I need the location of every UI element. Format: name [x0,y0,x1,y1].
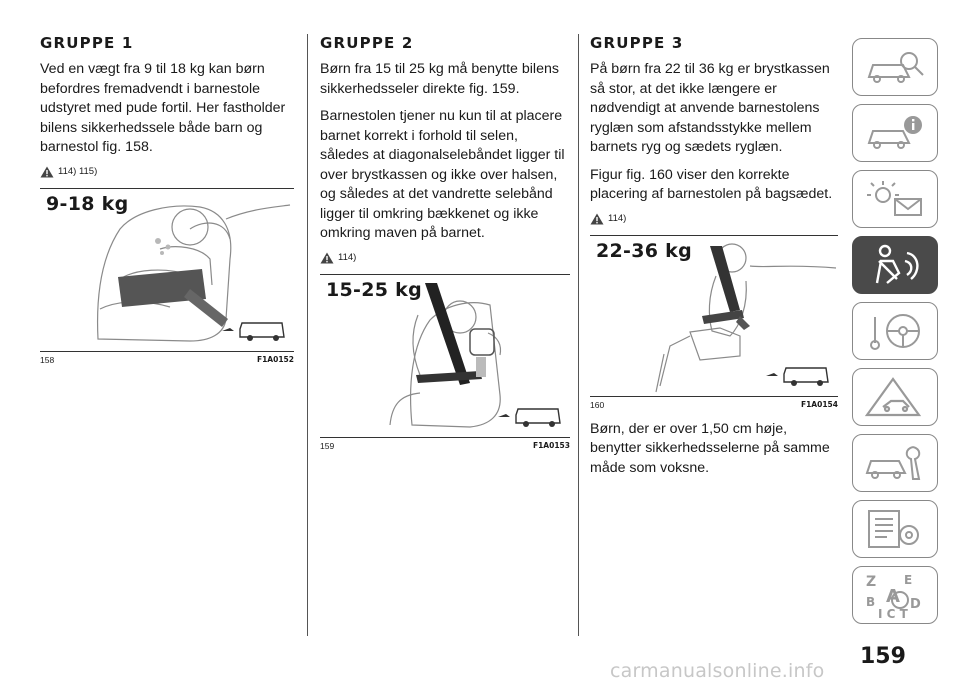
tab-maintenance[interactable] [852,434,938,492]
tab-index[interactable] [852,566,938,624]
van-icon [220,319,290,343]
column-gruppe-1 [40,30,294,375]
figure-weight-label: 9-18 kg [46,192,129,215]
tab-car-search[interactable] [852,38,938,96]
tab-technical-data[interactable] [852,500,938,558]
warning-reference: 114) 115) [40,166,294,178]
body-text: Barnestolen tjener nu kun til at placere barnet korrekt i forhold til selen, således at diagonalselebåndet ligger til over brystkassen og ikke over halsen, og således at det vandrette selebånd ligger til omkring bækkenet og ikke omkring maven på barnet. [320,108,565,241]
car-info-icon [863,113,927,153]
alphabetical-index-icon [860,570,930,620]
body-text: På børn fra 22 til 36 kg er brystkassen så stor, at det ikke længere er nødvendigt at anvende barnestolens ryglæn som afstandsstykke mellem barnets ryg og sædets ryglæn. [590,61,830,155]
svg-text:D: D [910,597,921,612]
svg-text:Z: Z [866,574,877,590]
van-icon [764,364,834,388]
figure-number: 158 [40,354,55,365]
svg-text:B: B [866,595,876,609]
figure-code: F1A0152 [256,354,294,364]
body-text: Børn fra 15 til 25 kg må benytte bilens sikkerhedsseler direkte fig. 159. [320,61,559,97]
steering-wheel-icon [863,309,927,353]
watermark: carmanualsonline.info [610,660,825,682]
body-text: Ved en vægt fra 9 til 18 kg kan børn befordres fremadvendt i barnestole udstyret med pude fortil. Her fastholder bilens sikkerhedssele både barn og barnestol fig. 158. [40,61,286,155]
svg-text:A: A [886,586,900,607]
figure-caption [590,400,838,410]
tab-warning-lights[interactable] [852,170,938,228]
page-number: 159 [860,644,906,669]
tab-emergency[interactable] [852,368,938,426]
body-text: Børn, der er over 1,50 cm høje, benytter sikkerhedsselerne på samme måde som voksne. [590,420,830,476]
technical-data-icon [863,507,927,551]
figure-number: 160 [590,399,605,410]
figure-code: F1A0154 [800,399,838,409]
section-heading: GRUPPE 3 [590,34,684,52]
figure-weight-label: 22-36 kg [596,239,693,262]
chapter-tabs [852,38,942,632]
warning-reference: 114) [590,213,838,225]
figure-number: 159 [320,440,335,451]
column-divider [307,34,308,636]
tab-car-info[interactable] [852,104,938,162]
svg-text:I C T: I C T [878,607,908,620]
figure-160 [590,235,838,397]
warning-triangle-icon [320,252,334,264]
warning-triangle-icon [590,213,604,225]
figure-weight-label: 15-25 kg [326,278,423,301]
figure-158 [40,188,294,352]
body-text: Figur fig. 160 viser den korrekte placering af barnestolen på bagsædet. [590,166,833,202]
tab-safety[interactable] [852,236,938,294]
section-heading: GRUPPE 1 [40,34,134,52]
figure-caption [40,355,294,365]
column-gruppe-3 [590,30,838,486]
tab-driving[interactable] [852,302,938,360]
car-maintenance-icon [863,443,927,483]
warning-lights-icon [863,179,927,219]
section-heading: GRUPPE 2 [320,34,414,52]
van-icon [496,405,566,429]
column-gruppe-2 [320,30,570,461]
figure-code: F1A0153 [532,440,570,450]
figure-caption [320,441,570,451]
emergency-triangle-icon [863,375,927,419]
warning-reference: 114) [320,252,570,264]
airbag-seatbelt-icon [863,243,927,287]
warning-triangle-icon [40,166,54,178]
car-search-icon [863,47,927,87]
figure-159 [320,274,570,438]
svg-text:E: E [904,573,913,587]
column-divider [578,34,579,636]
